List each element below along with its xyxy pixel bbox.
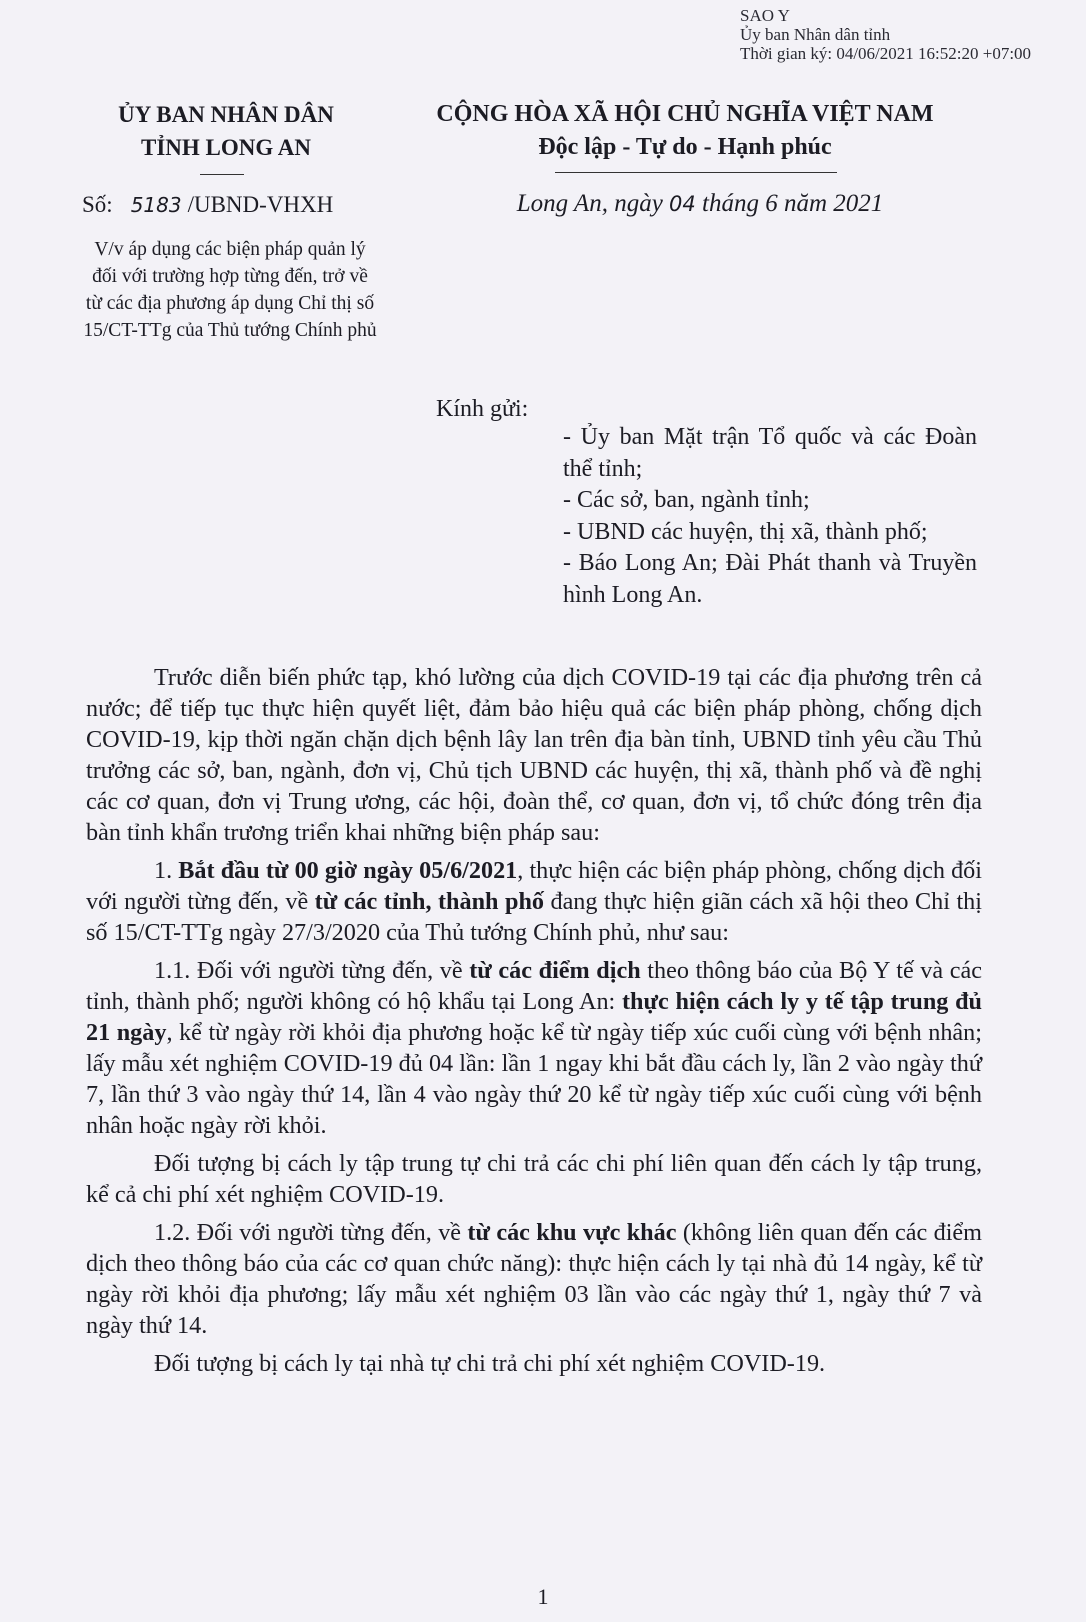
- section-1-1-text-c: , kể từ ngày rời khỏi địa phương hoặc kể từ ngày tiếp xúc cuối cùng với bệnh nhân; lấy mẫu xét nghiệm COVID-19 đủ 04 lần: lần 1 ngay khi bắt đầu cách ly, lần 2 vào ngày thứ 7, lần thứ 3 vào ngày thứ 14, lần 4 vào ngày thứ 20 kể từ ngày tiếp xúc cuối cùng với bệnh nhân hoặc ngày rời khỏi.: [86, 1019, 982, 1139]
- section-1-1-text-a: 1.1. Đối với người từng đến, về: [154, 957, 470, 984]
- subject-summary: [40, 236, 420, 344]
- recipient-item: - Báo Long An; Đài Phát thanh và Truyền hình Long An.: [563, 550, 977, 608]
- section-1-scope: từ các tỉnh, thành phố: [314, 888, 544, 915]
- recipient-list: [563, 422, 977, 611]
- date-day: 04: [669, 192, 696, 216]
- recipient-item: - UBND các huyện, thị xã, thành phố;: [563, 518, 928, 545]
- doc-number-handwritten: 5183: [130, 193, 182, 217]
- date-prefix: Long An, ngày: [516, 190, 663, 217]
- doc-number-suffix: /UBND-VHXH: [187, 192, 334, 217]
- recipient-item: - Ủy ban Mặt trận Tổ quốc và các Đoàn thể tỉnh;: [563, 424, 977, 482]
- motto: Độc lập - Tự do - Hạnh phúc: [538, 134, 832, 160]
- document-number: [82, 192, 333, 218]
- section-1-1-measure: thực hiện cách ly y tế tập trung đủ 21 ngày: [86, 988, 983, 1046]
- document-body: [86, 662, 982, 1386]
- doc-number-prefix: Số:: [82, 192, 113, 217]
- stamp-line-2: Ủy ban Nhân dân tỉnh: [740, 25, 891, 44]
- section-1-2-origin: từ các khu vực khác: [467, 1219, 677, 1246]
- recipient-item: - Các sở, ban, ngành tỉnh;: [563, 487, 810, 513]
- subject-line-3: từ các địa phương áp dụng Chỉ thị số: [85, 293, 375, 314]
- intro-paragraph: Trước diễn biến phức tạp, khó lường của dịch COVID-19 tại các địa phương trên cả nước; để tiếp tục thực hiện quyết liệt, đảm bảo hiệu quả các biện pháp phòng, chống dịch COVID-19, kịp thời ngăn chặn dịch bệnh lây lan trên địa bàn tỉnh, UBND tỉnh yêu cầu Thủ trưởng các sở, ban, ngành, đơn vị, Chủ tịch UBND các huyện, thị xã, thành phố và đề nghị các cơ quan, đơn vị Trung ương, các hội, đoàn thể, cơ quan, đơn vị, tổ chức đóng trên địa bàn tỉnh khẩn trương triển khai những biện pháp sau:: [86, 664, 982, 846]
- subject-line-1: V/v áp dụng các biện pháp quản lý: [94, 239, 366, 260]
- stamp-line-1: SAO Y: [740, 6, 790, 25]
- subject-line-4: 15/CT-TTg của Thủ tướng Chính phủ: [83, 320, 377, 341]
- section-1-start-time: Bắt đầu từ 00 giờ ngày 05/6/2021: [178, 857, 518, 884]
- national-title: [400, 98, 970, 164]
- section-1-2-text-b: (không liên quan đến các điểm dịch theo thông báo của các cơ quan chức năng): thực hiện cách ly tại nhà đủ 14 ngày, kể từ ngày rời khỏi địa phương; lấy mẫu xét nghiệm 03 lần vào các ngày thứ 1, ngày thứ 7 và ngày thứ 14.: [86, 1219, 982, 1339]
- date-rest: tháng 6 năm 2021: [702, 190, 884, 217]
- authority-line-2: TỈNH LONG AN: [141, 135, 311, 160]
- section-1-number: 1.: [154, 857, 179, 884]
- issuing-authority: [56, 98, 396, 164]
- page-number: 1: [537, 1584, 549, 1609]
- addressee-label: Kính gửi:: [436, 396, 529, 422]
- section-1-1-paragraph: [86, 955, 982, 1141]
- section-1-paragraph: [86, 855, 982, 948]
- subject-line-2: đối với trường hợp từng đến, trở về: [92, 266, 368, 287]
- authority-line-1: ỦY BAN NHÂN DÂN: [118, 102, 334, 127]
- motto-underline: [555, 172, 837, 173]
- country-name: CỘNG HÒA XÃ HỘI CHỦ NGHĨA VIỆT NAM: [436, 101, 934, 127]
- section-1-2-cost-paragraph: Đối tượng bị cách ly tại nhà tự chi trả chi phí xét nghiệm COVID-19.: [154, 1350, 826, 1377]
- section-1-text-b: đang thực hiện giãn cách xã hội theo Chỉ thị số 15/CT-TTg ngày 27/3/2020 của Thủ tướng Chính phủ, như sau:: [86, 888, 982, 946]
- digital-signature-stamp: [740, 6, 1031, 63]
- stamp-line-3: Thời gian ký: 04/06/2021 16:52:20 +07:00: [740, 44, 1032, 63]
- section-1-text-a: , thực hiện các biện pháp phòng, chống dịch đối với người từng đến, về: [86, 857, 982, 915]
- section-1-2-paragraph: [86, 1217, 982, 1341]
- section-1-1-text-b: theo thông báo của Bộ Y tế và các tỉnh, thành phố; người không có hộ khẩu tại Long An:: [86, 957, 982, 1015]
- issue-date: [430, 190, 970, 218]
- section-1-1-cost-paragraph: Đối tượng bị cách ly tập trung tự chi trả các chi phí liên quan đến cách ly tập trung, kể cả chi phí xét nghiệm COVID-19.: [86, 1150, 982, 1208]
- section-1-1-origin: từ các điểm dịch: [469, 957, 641, 984]
- section-1-2-text-a: 1.2. Đối với người từng đến, về: [154, 1219, 468, 1246]
- authority-underline: [200, 174, 244, 175]
